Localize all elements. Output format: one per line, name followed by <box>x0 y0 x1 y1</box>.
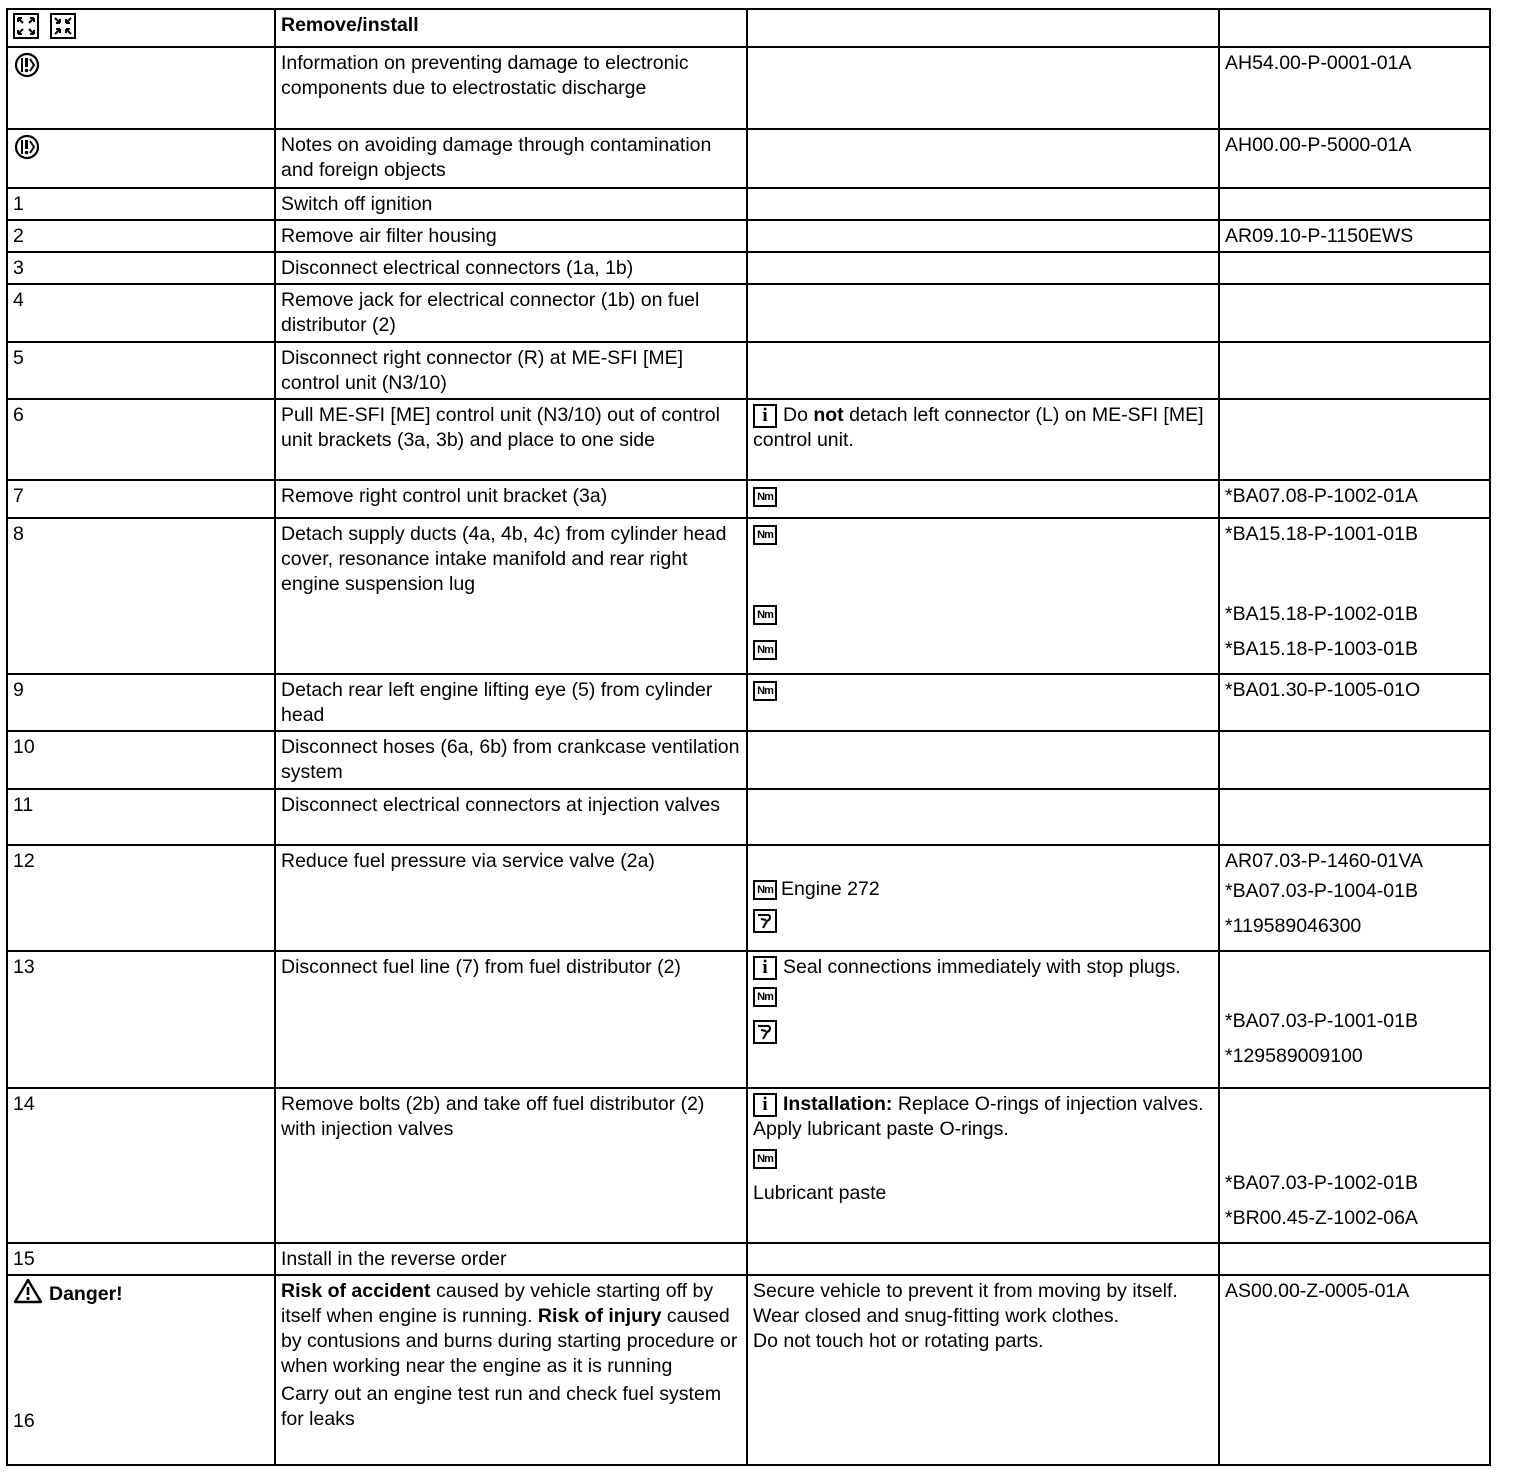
tool-number-link[interactable]: *129589009100 <box>1225 1045 1363 1067</box>
step-row <box>7 220 1490 252</box>
danger-cell <box>7 1275 275 1465</box>
step-notes-cell <box>747 951 1219 1088</box>
torque-icon[interactable]: Nm <box>753 987 777 1007</box>
info-icon: i <box>753 1093 777 1117</box>
step-text: Detach supply ducts (4a, 4b, 4c) from cylinder head cover, resonance intake manifold and rear right engine suspension lug <box>275 518 747 674</box>
step-text: Remove air filter housing <box>275 220 747 252</box>
lubricant-label: Lubricant paste <box>753 1182 887 1204</box>
step-row <box>7 789 1490 845</box>
step-row <box>7 284 1490 342</box>
note-reference-link[interactable]: AH54.00-P-0001-01A <box>1219 47 1490 129</box>
step-number: 5 <box>7 342 275 399</box>
header-icons-cell <box>7 9 275 47</box>
step-notes-cell <box>747 845 1219 951</box>
step-reference-link[interactable]: *BA07.03-P-1004-01B <box>1225 880 1418 902</box>
step-reference-link[interactable]: *BA15.18-P-1003-01B <box>1225 638 1418 660</box>
step-reference-link[interactable]: *BA15.18-P-1001-01B <box>1225 523 1418 545</box>
danger-measure: Do not touch hot or rotating parts. <box>753 1330 1044 1352</box>
note-row <box>7 47 1490 129</box>
risk-injury-text: caused by contusions and burns during starting procedure or when working near the engine as it is running <box>281 1305 738 1377</box>
step-text: Disconnect electrical connectors (1a, 1b) <box>275 252 747 284</box>
step-row <box>7 674 1490 731</box>
step-number: 15 <box>7 1243 275 1275</box>
procedure-table <box>6 8 1491 1466</box>
info-text: Replace O-rings of injection valves. <box>897 1093 1204 1115</box>
step-notes-cell <box>747 731 1219 789</box>
risk-accident-text: caused by vehicle starting off by itself when engine is running. <box>281 1280 714 1327</box>
header-row <box>7 9 1490 47</box>
step-text: Remove right control unit bracket (3a) <box>275 480 747 518</box>
torque-icon[interactable]: Nm <box>753 605 777 625</box>
step-notes-cell <box>747 674 1219 731</box>
info-text-end: detach left connector (L) on ME-SFI [ME] control unit. <box>753 404 1204 451</box>
step-row <box>7 480 1490 518</box>
step-notes-cell <box>747 342 1219 399</box>
procedure-document <box>6 8 1489 1466</box>
info-text: Apply lubricant paste O-rings. <box>753 1118 1009 1140</box>
step-text: Disconnect hoses (6a, 6b) from crankcase ventilation system <box>275 731 747 789</box>
step-reference-cell <box>1219 731 1490 789</box>
warning-triangle-icon <box>13 1278 43 1311</box>
note-icon-cell <box>7 129 275 188</box>
step-reference-link[interactable]: *BA01.30-P-1005-01O <box>1219 674 1490 731</box>
step-notes-cell <box>747 480 1219 518</box>
step-notes-cell <box>747 518 1219 674</box>
step-reference-cell <box>1219 1088 1490 1243</box>
step-row <box>7 518 1490 674</box>
step-text: Remove bolts (2b) and take off fuel distributor (2) with injection valves <box>275 1088 747 1243</box>
step-row <box>7 951 1490 1088</box>
header-empty-cell <box>747 9 1219 47</box>
step-reference-cell <box>1219 1243 1490 1275</box>
step-reference-link[interactable]: *BA07.03-P-1001-01B <box>1225 1010 1418 1032</box>
step-reference-link[interactable]: *BA07.03-P-1002-01B <box>1225 1172 1418 1194</box>
info-text-start: Do <box>783 404 808 426</box>
step-reference-cell <box>1219 342 1490 399</box>
section-title: Remove/install <box>275 9 747 47</box>
step-text: Disconnect electrical connectors at injection valves <box>275 789 747 845</box>
step-number: 9 <box>7 674 275 731</box>
step-text: Switch off ignition <box>275 188 747 220</box>
collapse-all-icon[interactable] <box>50 13 76 39</box>
step-notes-cell <box>747 284 1219 342</box>
step-number: 16 <box>13 1410 35 1432</box>
step-reference-cell <box>1219 252 1490 284</box>
note-row <box>7 129 1490 188</box>
step-reference-link[interactable]: *BA15.18-P-1002-01B <box>1225 603 1418 625</box>
step-number: 8 <box>7 518 275 674</box>
step-text: Disconnect fuel line (7) from fuel distributor (2) <box>275 951 747 1088</box>
step-reference-cell <box>1219 845 1490 951</box>
engine-label: Engine 272 <box>781 878 880 900</box>
info-icon: i <box>753 956 777 980</box>
torque-icon[interactable]: Nm <box>753 1149 777 1169</box>
step-number: 7 <box>7 480 275 518</box>
torque-icon[interactable]: Nm <box>753 880 777 900</box>
step-reference-cell <box>1219 789 1490 845</box>
info-text: Seal connections immediately with stop plugs. <box>783 956 1181 978</box>
step-number: 13 <box>7 951 275 1088</box>
step-row <box>7 188 1490 220</box>
step-notes-cell <box>747 1243 1219 1275</box>
step-reference-cell <box>1219 188 1490 220</box>
step-number: 11 <box>7 789 275 845</box>
step-number: 14 <box>7 1088 275 1243</box>
note-reference-link[interactable]: AH00.00-P-5000-01A <box>1219 129 1490 188</box>
danger-measure: Wear closed and snug-fitting work clothes. <box>753 1305 1119 1327</box>
expand-all-icon[interactable] <box>13 13 39 39</box>
step-text: Reduce fuel pressure via service valve (2a) <box>275 845 747 951</box>
step-text: Disconnect right connector (R) at ME-SFI [ME] control unit (N3/10) <box>275 342 747 399</box>
step-number: 10 <box>7 731 275 789</box>
danger-row <box>7 1275 1490 1465</box>
danger-label: Danger! <box>49 1282 123 1305</box>
step-notes-cell <box>747 188 1219 220</box>
step-notes-cell <box>747 252 1219 284</box>
tool-number-link[interactable]: *119589046300 <box>1225 915 1362 937</box>
header-empty-cell <box>1219 9 1490 47</box>
step-reference-link[interactable]: AR09.10-P-1150EWS <box>1219 220 1490 252</box>
step-notes-cell <box>747 1088 1219 1243</box>
note-empty-cell <box>747 47 1219 129</box>
danger-measure: Secure vehicle to prevent it from moving by itself. <box>753 1280 1178 1302</box>
risk-injury-label: Risk of injury <box>537 1305 662 1327</box>
caution-icon <box>13 133 41 161</box>
step-reference-link[interactable]: AR07.03-P-1460-01VA <box>1225 850 1424 872</box>
note-text: Information on preventing damage to electronic components due to electrostatic discharge <box>275 47 747 129</box>
info-icon: i <box>753 404 777 428</box>
step-text: Carry out an engine test run and check fuel system for leaks <box>281 1383 722 1430</box>
step-number: 3 <box>7 252 275 284</box>
step-reference-cell <box>1219 399 1490 480</box>
info-installation-label: Installation: <box>783 1093 893 1115</box>
step-text: Install in the reverse order <box>275 1243 747 1275</box>
torque-icon[interactable]: Nm <box>753 487 777 507</box>
special-tool-icon[interactable] <box>753 1020 777 1044</box>
danger-measures-cell <box>747 1275 1219 1465</box>
step-row <box>7 731 1490 789</box>
step-number: 4 <box>7 284 275 342</box>
step-number: 2 <box>7 220 275 252</box>
step-reference-link[interactable]: *BR00.45-Z-1002-06A <box>1225 1207 1418 1229</box>
step-row <box>7 252 1490 284</box>
step-notes-cell <box>747 789 1219 845</box>
step-row <box>7 399 1490 480</box>
step-text: Pull ME-SFI [ME] control unit (N3/10) out of control unit brackets (3a, 3b) and place to one side <box>275 399 747 480</box>
step-reference-cell <box>1219 284 1490 342</box>
torque-icon[interactable]: Nm <box>753 681 777 701</box>
caution-icon <box>13 51 41 79</box>
danger-reference-link[interactable]: AS00.00-Z-0005-01A <box>1219 1275 1490 1465</box>
step-number: 12 <box>7 845 275 951</box>
info-text-emphasis: not <box>813 404 844 426</box>
step-notes-cell <box>747 399 1219 480</box>
step-row <box>7 845 1490 951</box>
note-text: Notes on avoiding damage through contamination and foreign objects <box>275 129 747 188</box>
danger-text-cell <box>275 1275 747 1465</box>
risk-accident-label: Risk of accident <box>281 1280 431 1302</box>
step-text: Detach rear left engine lifting eye (5) from cylinder head <box>275 674 747 731</box>
special-tool-icon[interactable] <box>753 909 777 933</box>
step-row <box>7 1088 1490 1243</box>
torque-icon[interactable]: Nm <box>753 525 777 545</box>
note-icon-cell <box>7 47 275 129</box>
step-number: 6 <box>7 399 275 480</box>
note-empty-cell <box>747 129 1219 188</box>
step-text: Remove jack for electrical connector (1b) on fuel distributor (2) <box>275 284 747 342</box>
torque-icon[interactable]: Nm <box>753 640 777 660</box>
step-reference-link[interactable]: *BA07.08-P-1002-01A <box>1219 480 1490 518</box>
step-reference-cell <box>1219 951 1490 1088</box>
step-row <box>7 342 1490 399</box>
step-row <box>7 1243 1490 1275</box>
step-reference-cell <box>1219 518 1490 674</box>
step-number: 1 <box>7 188 275 220</box>
step-notes-cell <box>747 220 1219 252</box>
